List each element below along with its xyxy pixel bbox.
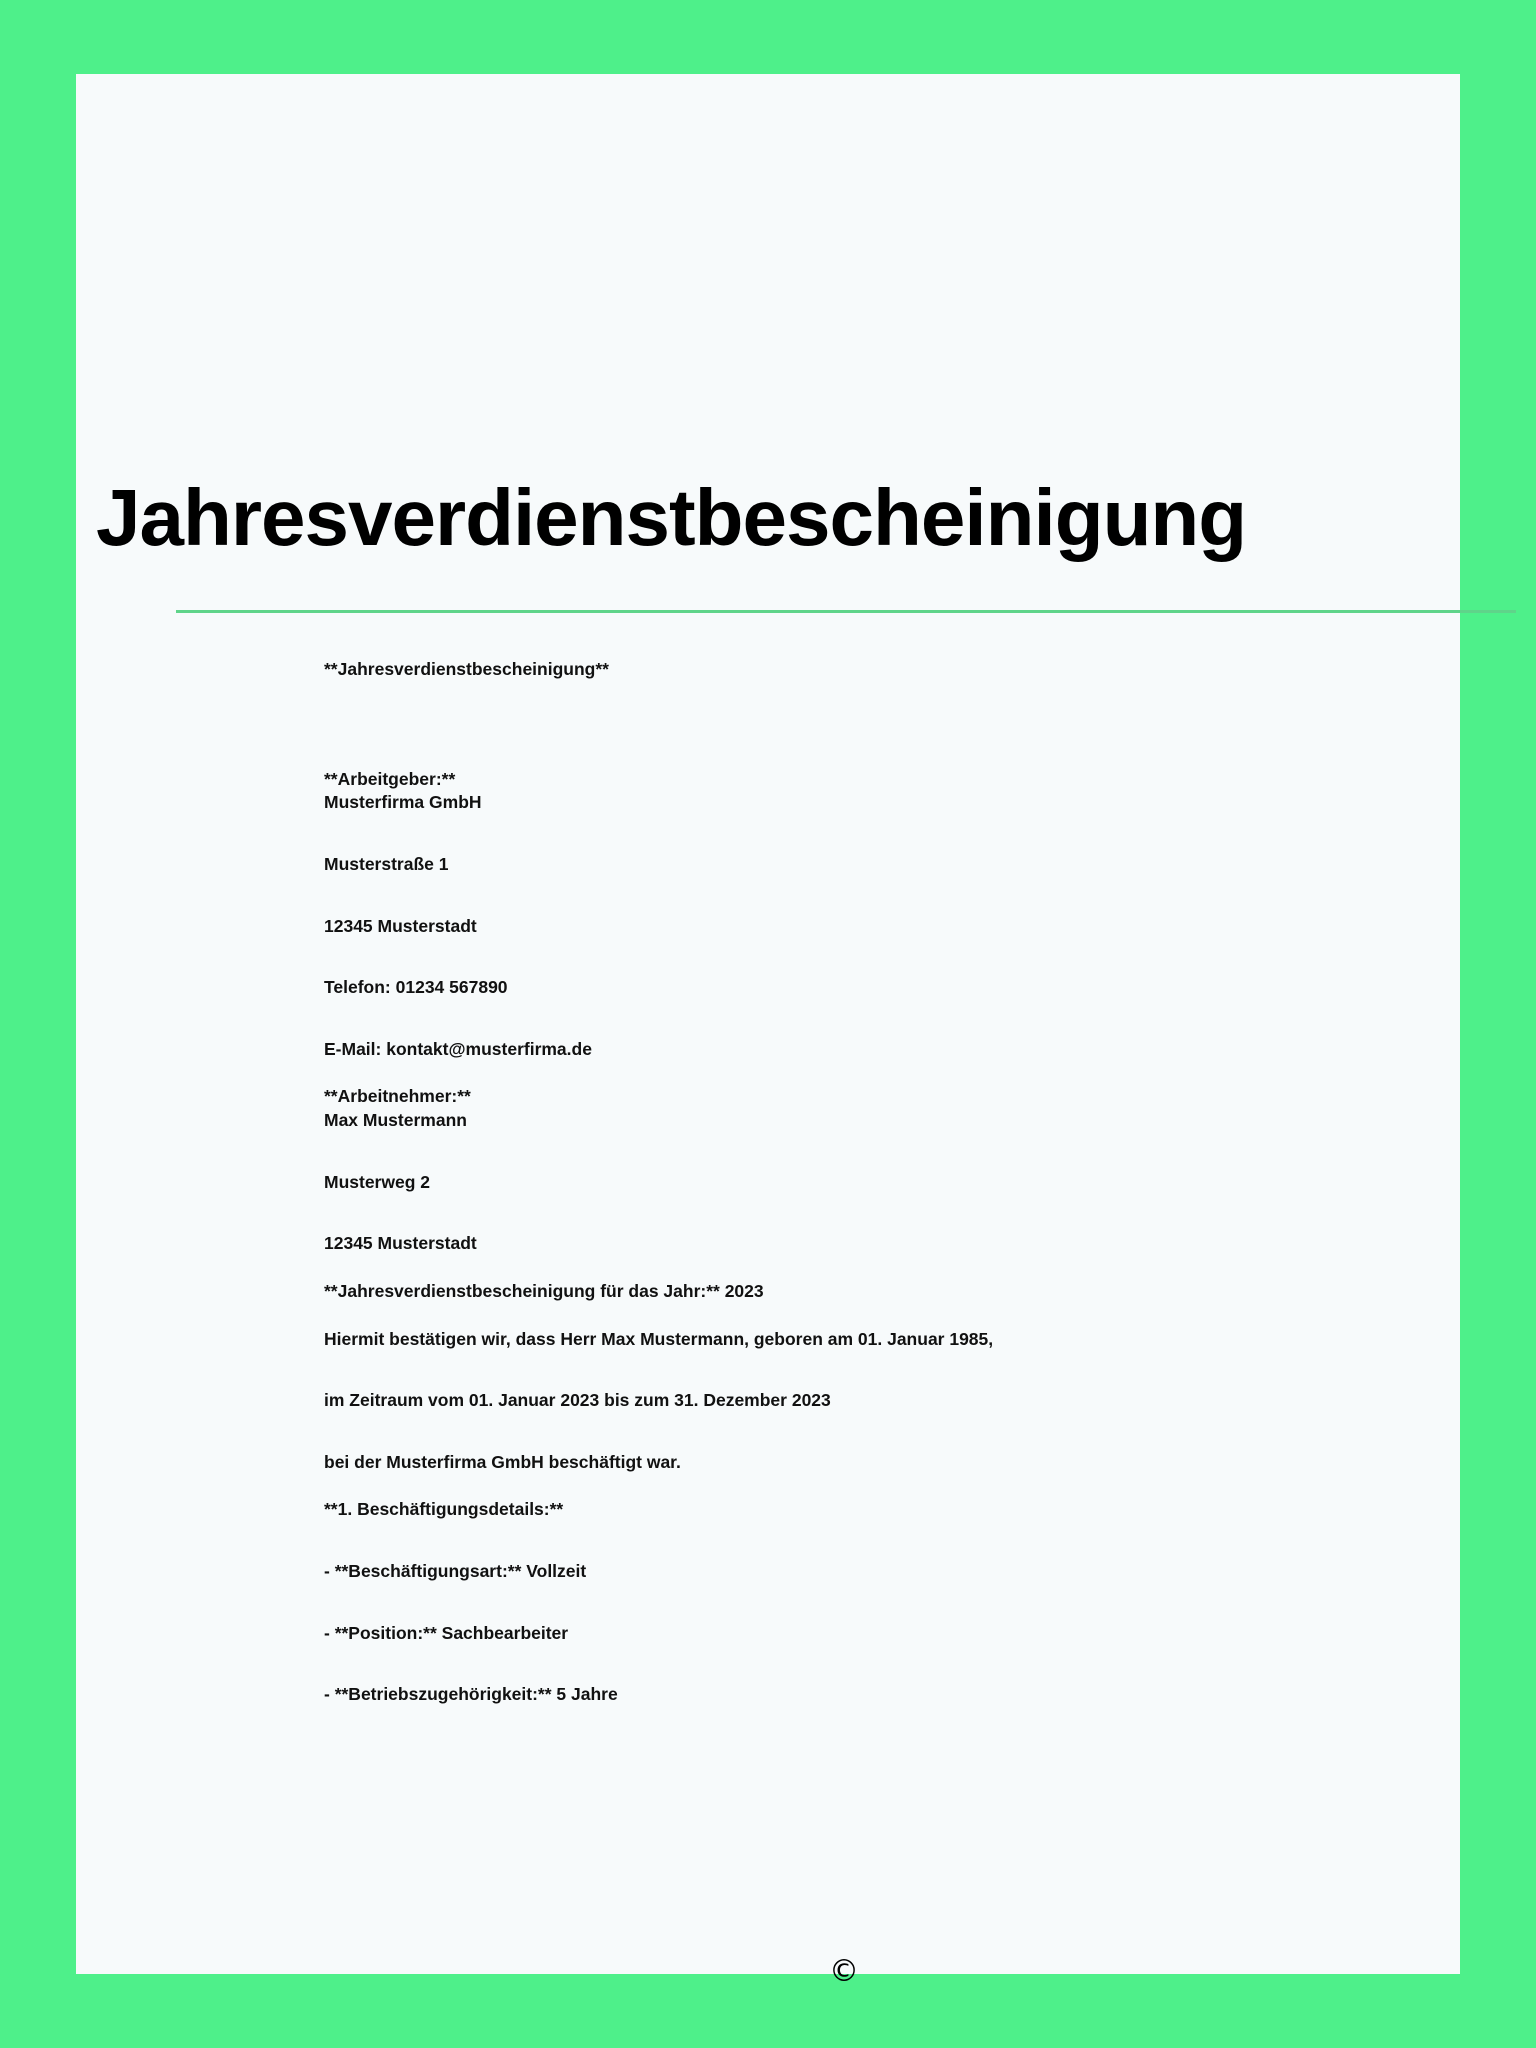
spacer <box>324 1000 1424 1038</box>
spacer <box>324 1256 1424 1280</box>
employer-name: Musterfirma GmbH <box>324 792 482 813</box>
spacer <box>324 1413 1424 1451</box>
year-line: **Jahresverdienstbescheinigung für das Jahr:** 2023 <box>324 1280 764 1301</box>
page-title: Jahresverdienstbescheinigung <box>96 472 1247 562</box>
title-divider <box>176 610 1516 613</box>
confirmation-line-1: Hiermit bestätigen wir, dass Herr Max Mustermann, geboren am 01. Januar 1985, <box>324 1328 994 1349</box>
document-body <box>324 658 1424 1707</box>
spacer <box>324 938 1424 976</box>
spacer <box>324 815 1424 853</box>
spacer <box>324 1304 1424 1328</box>
spacer <box>324 1133 1424 1171</box>
spacer <box>324 1194 1424 1232</box>
confirmation-line-2: im Zeitraum vom 01. Januar 2023 bis zum 31. Dezember 2023 <box>324 1390 831 1411</box>
employer-city: 12345 Musterstadt <box>324 915 477 936</box>
spacer <box>324 1351 1424 1389</box>
employer-phone: Telefon: 01234 567890 <box>324 977 508 998</box>
employer-street: Musterstraße 1 <box>324 853 449 874</box>
spacer <box>324 1584 1424 1622</box>
spacer <box>324 1645 1424 1683</box>
section-1-heading: **1. Beschäftigungsdetails:** <box>324 1499 564 1520</box>
employee-street: Musterweg 2 <box>324 1171 430 1192</box>
spacer <box>324 682 1424 768</box>
copyright-symbol: © <box>829 1954 859 1989</box>
spacer <box>324 877 1424 915</box>
employee-name: Max Mustermann <box>324 1110 467 1130</box>
section-1-item-2: - **Position:** Sachbearbeiter <box>324 1622 569 1643</box>
employer-email: E-Mail: kontakt@musterfirma.de <box>324 1038 592 1059</box>
spacer <box>324 1522 1424 1560</box>
spacer <box>324 1474 1424 1498</box>
document-page <box>76 74 1460 1989</box>
employee-label: **Arbeitnehmer:** <box>324 1086 471 1107</box>
confirmation-line-3: bei der Musterfirma GmbH beschäftigt war. <box>324 1451 681 1472</box>
section-1-item-3: - **Betriebszugehörigkeit:** 5 Jahre <box>324 1684 618 1705</box>
spacer <box>324 1061 1424 1085</box>
employee-city: 12345 Musterstadt <box>324 1233 477 1254</box>
employer-label: **Arbeitgeber:** <box>324 768 456 789</box>
heading-repeat: **Jahresverdienstbescheinigung** <box>324 659 609 679</box>
section-1-item-1: - **Beschäftigungsart:** Vollzeit <box>324 1561 587 1581</box>
